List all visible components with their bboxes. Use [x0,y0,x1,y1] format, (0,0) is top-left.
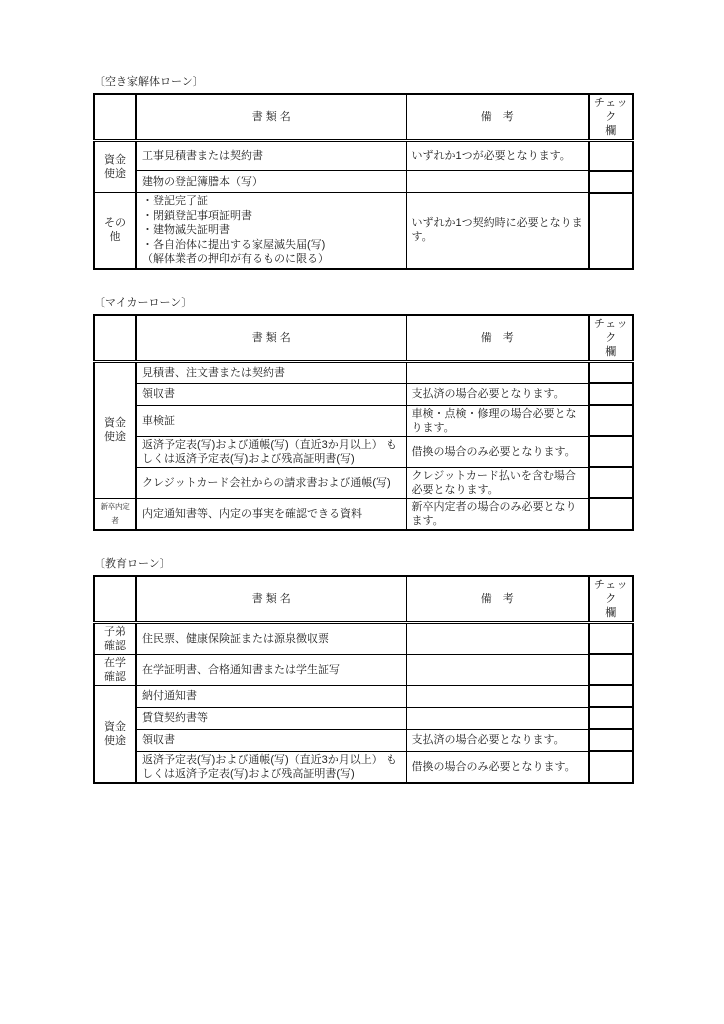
header-row [94,94,633,141]
documents-table [93,314,634,531]
doc-name-header: 書 類 名 [136,94,406,141]
table-row [94,193,633,269]
group-header [94,315,136,362]
doc-cell: 領収書 [136,729,406,751]
table-row [94,361,633,383]
documents-table [93,93,634,270]
doc-cell: 建物の登記簿謄本（写） [136,171,406,193]
group-cell: 在学確認 [94,654,136,685]
table-row [94,751,633,783]
doc-cell: 住民票、健康保険証または源泉徴収票 [136,622,406,654]
check-cell[interactable] [589,707,633,729]
remark-cell: クレジットカード払いを含む場合必要となります。 [406,467,589,498]
section-title: 〔教育ローン〕 [94,557,171,570]
doc-line: ・各自治体に提出する家屋滅失届(写) [142,238,326,251]
group-cell: 子弟確認 [94,622,136,654]
doc-cell: 在学証明書、合格通知書または学生証写 [136,654,406,685]
table-row [94,467,633,498]
table-row [94,622,633,654]
section-mycar-loan [93,297,632,531]
table-row [94,685,633,707]
check-header [589,576,633,623]
header-row [94,315,633,362]
remark-cell [406,171,589,193]
remark-cell [406,685,589,707]
check-header-line1: チェック [593,97,629,123]
doc-cell: 納付通知書 [136,685,406,707]
check-cell[interactable] [589,685,633,707]
group-cell: 新卒内定者 [94,498,136,530]
doc-line: ・閉鎖登記事項証明書 [142,209,252,222]
remark-cell [406,707,589,729]
check-cell[interactable] [589,405,633,436]
check-cell[interactable] [589,193,633,269]
table-row [94,436,633,467]
check-cell[interactable] [589,729,633,751]
group-cell: その他 [94,193,136,269]
remark-cell: 借換の場合のみ必要となります。 [406,436,589,467]
remarks-header: 備 考 [406,94,589,141]
remark-cell: 支払済の場合必要となります。 [406,383,589,405]
group-header [94,576,136,623]
check-cell[interactable] [589,141,633,171]
remark-cell: 新卒内定者の場合のみ必要となります。 [406,498,589,530]
doc-cell: 領収書 [136,383,406,405]
remark-cell [406,361,589,383]
group-cell: 資金使途 [94,141,136,193]
table-row [94,707,633,729]
doc-cell: 車検証 [136,405,406,436]
doc-cell: 返済予定表(写)および通帳(写)（直近3か月以上） もしくは返済予定表(写)および残高証明書(写) [136,436,406,467]
check-cell[interactable] [589,622,633,654]
header-row [94,576,633,623]
check-header [589,315,633,362]
doc-cell: 賃貸契約書等 [136,707,406,729]
doc-cell: 見積書、注文書または契約書 [136,361,406,383]
remark-cell: いずれか1つ契約時に必要となります。 [406,193,589,269]
remarks-header: 備 考 [406,576,589,623]
doc-cell: 内定通知書等、内定の事実を確認できる資料 [136,498,406,530]
section-akiya-kaitai-loan [93,76,632,270]
doc-cell [136,193,406,269]
check-header [589,94,633,141]
doc-cell: クレジットカード会社からの請求書および通帳(写) [136,467,406,498]
documents-table [93,575,634,784]
check-cell[interactable] [589,654,633,685]
remarks-header: 備 考 [406,315,589,362]
table-row [94,171,633,193]
check-header-line1: チェック [593,317,629,344]
table-row [94,405,633,436]
section-title: 〔空き家解体ローン〕 [94,76,204,88]
doc-name-header: 書 類 名 [136,576,406,623]
remark-cell: 車検・点検・修理の場合必要となります。 [406,405,589,436]
doc-line: ・登記完了証 [142,195,208,207]
table-row [94,141,633,171]
group-cell: 資金使途 [94,361,136,498]
check-header-line2: 欄 [605,606,617,619]
section-education-loan [93,558,632,784]
check-cell[interactable] [589,498,633,530]
check-cell[interactable] [589,383,633,405]
check-cell[interactable] [589,436,633,467]
group-header [94,94,136,141]
table-row [94,498,633,530]
doc-line: （解体業者の押印が有るものに限る） [142,253,329,266]
remark-cell [406,622,589,654]
check-header-line2: 欄 [605,345,617,358]
check-header-line1: チェック [593,578,629,605]
check-header-line2: 欄 [605,125,617,137]
table-row [94,654,633,685]
section-title: 〔マイカーローン〕 [94,296,193,309]
remark-cell: 借換の場合のみ必要となります。 [406,751,589,783]
check-cell[interactable] [589,467,633,498]
remark-cell: 支払済の場合必要となります。 [406,729,589,751]
doc-line: ・建物滅失証明書 [142,224,230,237]
remark-cell [406,654,589,685]
group-cell: 資金使途 [94,685,136,783]
doc-cell: 工事見積書または契約書 [136,141,406,171]
check-cell[interactable] [589,751,633,783]
doc-cell: 返済予定表(写)および通帳(写)（直近3か月以上） もしくは返済予定表(写)および残高証明書(写) [136,751,406,783]
doc-name-header: 書 類 名 [136,315,406,362]
check-cell[interactable] [589,171,633,193]
check-cell[interactable] [589,361,633,383]
table-row [94,383,633,405]
table-row [94,729,633,751]
remark-cell: いずれか1つが必要となります。 [406,141,589,171]
